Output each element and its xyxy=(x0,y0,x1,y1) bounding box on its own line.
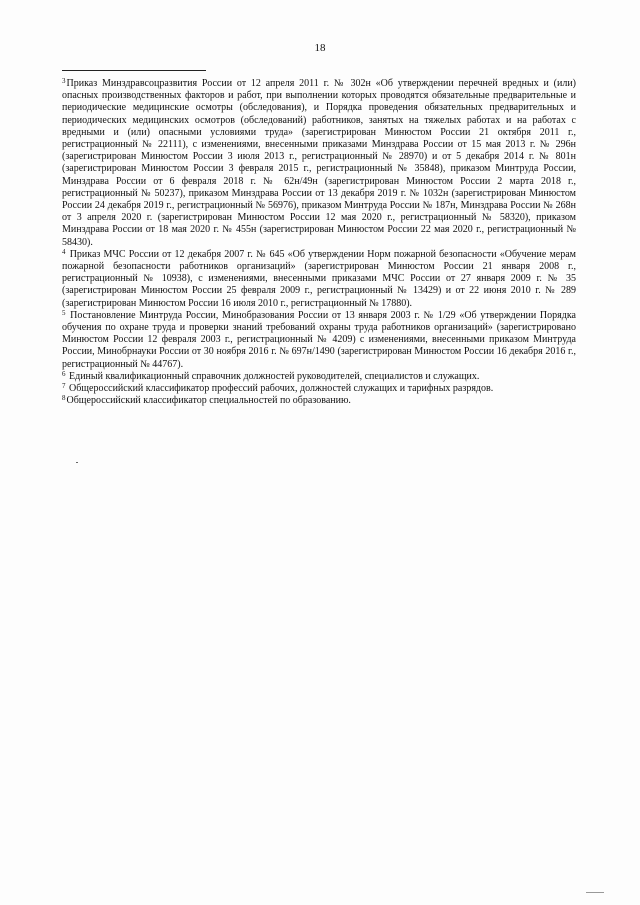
footnote-mark: 7 xyxy=(62,382,66,391)
footnote-text: Единый квалификационный справочник должностей руководителей, специалистов и служащих. xyxy=(69,370,480,382)
footnote-mark: 3 xyxy=(62,77,66,85)
footnote-separator xyxy=(62,70,206,71)
footnote-text: Постановление Минтруда России, Минобразования России от 13 января 2003 г. № 1/29 «Об утверждении Порядка обучения по охране труда и проверки знаний требований охраны труда работников организаций» (зарегистрировано Минюстом России 12 февраля 2003 г., регистрационный № 4209) с изменениями, внесенными приказом Минтруда России, Минобрнауки России от 30 ноября 2016 г. № 697н/1490 (зарегистрирован Минюстом России 16 декабря 2016 г., регистрационный № 44767). xyxy=(62,309,576,370)
footnote-text: Общероссийский классификатор специальностей по образованию. xyxy=(66,395,351,407)
scan-speck xyxy=(76,462,78,463)
footnote-3 xyxy=(62,78,576,249)
scan-speck xyxy=(586,892,604,893)
footnote-text: Общероссийский классификатор профессий рабочих, должностей служащих и тарифных разрядов. xyxy=(69,383,494,395)
footnotes xyxy=(62,78,576,407)
footnote-mark: 5 xyxy=(62,308,66,317)
footnote-4 xyxy=(62,249,576,310)
footnote-mark: 8 xyxy=(62,394,66,403)
footnote-text: Приказ Минздравсоцразвития России от 12 апреля 2011 г. № 302н «Об утверждении перечней вредных и (или) опасных производственных факторов и работ, при выполнении которых проводятся обязательные предварительные и периодические медицинские осмотры (обследования), и Порядка проведения обязательных предварительных и периодических медицинских осмотров (обследований) работников, занятых на тяжелых работах и на работах с вредными и (или) опасными условиями труда» (зарегистрирован Минюстом России 21 октября 2011 г., регистрационный № 22111), с изменениями, внесенными приказами Минздрава России от 15 мая 2013 г. № 296н (зарегистрирован Минюстом России 3 июля 2013 г., регистрационный № 28970) и от 5 декабря 2014 г. № 801н (зарегистрирован Минюстом России 3 февраля 2015 г., регистрационный № 35848), приказом Минтруда России, Минздрава России от 6 февраля 2018 г. № 62н/49н (зарегистрирован Минюстом России 2 марта 2018 г., регистрационный № 50237), приказом Минздрава России от 13 декабря 2019 г. № 1032н (зарегистрирован Минюстом России 24 декабря 2019 г., регистрационный № 56976), приказом Минтруда России № 187н, Минздрава России № 268н от 3 апреля 2020 г. (зарегистрирован Минюстом России 12 мая 2020 г., регистрационный № 58320), приказом Минздрава России от 18 мая 2020 г. № 455н (зарегистрирован Минюстом России 22 мая 2020 г., регистрационный № 58430). xyxy=(62,78,576,248)
footnote-mark: 4 xyxy=(62,247,66,256)
footnote-5 xyxy=(62,310,576,371)
footnote-8 xyxy=(62,395,576,407)
page-number: 18 xyxy=(314,42,326,54)
footnote-6 xyxy=(62,371,576,383)
footnote-mark: 6 xyxy=(62,369,66,378)
footnote-text: Приказ МЧС России от 12 декабря 2007 г. № 645 «Об утверждении Норм пожарной безопасности «Обучение мерам пожарной безопасности работников организаций» (зарегистрирован Минюстом России 21 января 2008 г., регистрационный № 10938), с изменениями, внесенными приказами МЧС России от 27 января 2009 г. № 35 (зарегистрирован Минюстом России 25 февраля 2009 г., регистрационный № 13429) и от 22 июня 2010 г. № 289 (зарегистрирован Минюстом России 16 июля 2010 г., регистрационный № 17880). xyxy=(62,248,577,309)
footnote-7 xyxy=(62,383,576,395)
